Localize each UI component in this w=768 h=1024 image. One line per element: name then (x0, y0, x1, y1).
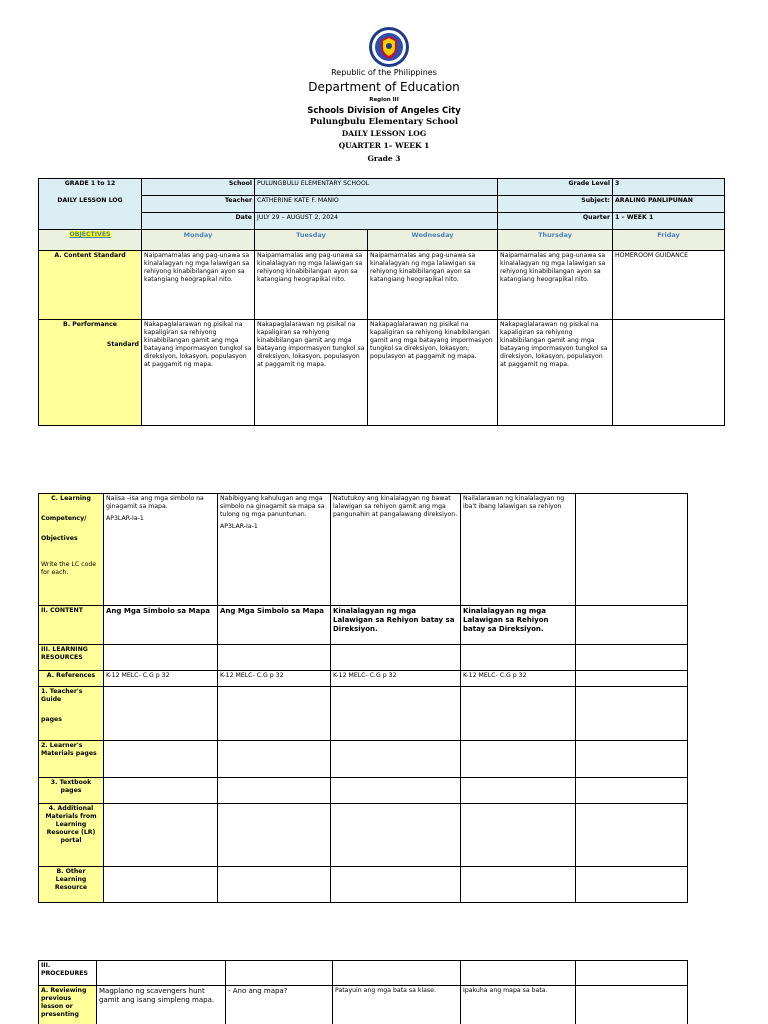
reviewing-mon: Magplano ng scavengers hunt gamit ang isang simpleng mapa. (97, 986, 226, 1024)
teachers-guide-mon (104, 687, 218, 741)
other-tue (218, 867, 331, 903)
quarter-label: Quarter (498, 213, 613, 230)
log-title: DAILY LESSON LOG (341, 129, 427, 138)
content-thu: Kinalalagyan ng mga Lalawigan sa Rehiyon batay sa Direksiyon. (461, 606, 576, 645)
reviewing-thu: Ipakuha ang mapa sa bata. (461, 986, 576, 1024)
learners-tue (218, 741, 331, 778)
teachers-guide-tue (218, 687, 331, 741)
resources-thu (461, 645, 576, 671)
other-mon (104, 867, 218, 903)
region-line: Region III (369, 97, 399, 103)
competency-thu: Nailalarawan ng kinalalagyan ng iba't ibang lalawigan sa rehiyon (461, 494, 576, 606)
textbook-wed (331, 778, 461, 804)
other-resources-label: B. Other Learning Resource (39, 867, 104, 903)
quarter-value: 1 – WEEK 1 (613, 213, 725, 230)
additional-thu (461, 804, 576, 867)
procedures-label: III. PROCEDURES (39, 961, 97, 986)
references-mon: K-12 MELC- C.G p 32 (104, 671, 218, 687)
deped-seal-icon (368, 26, 410, 68)
content-mon: Ang Mga Simbolo sa Mapa (104, 606, 218, 645)
performance-standard-fri (613, 320, 725, 426)
textbook-fri (576, 778, 688, 804)
content-label: II. CONTENT (39, 606, 104, 645)
procedures-tue (226, 961, 333, 986)
blank-info-cell (39, 213, 142, 230)
subject-value: ARALING PANLIPUNAN (613, 196, 725, 213)
procedures-thu (461, 961, 576, 986)
day-wednesday: Wednesday (368, 230, 498, 251)
textbook-mon (104, 778, 218, 804)
teachers-guide-wed (331, 687, 461, 741)
procedures-mon (97, 961, 226, 986)
teachers-guide-thu (461, 687, 576, 741)
objectives-header: OBJECTIVES (39, 230, 142, 251)
learners-materials-label: 2. Learner's Materials pages (39, 741, 104, 778)
republic-line: Republic of the Philippines (331, 68, 437, 77)
content-wed: Kinalalagyan ng mga Lalawigan sa Rehiyon batay sa Direksiyon. (331, 606, 461, 645)
resources-wed (331, 645, 461, 671)
learners-mon (104, 741, 218, 778)
day-tuesday: Tuesday (255, 230, 368, 251)
content-tue: Ang Mga Simbolo sa Mapa (218, 606, 331, 645)
reviewing-label: A. Reviewing previous lesson or presenting (39, 986, 97, 1024)
references-tue: K-12 MELC- C.G p 32 (218, 671, 331, 687)
resources-fri (576, 645, 688, 671)
content-fri (576, 606, 688, 645)
day-friday: Friday (613, 230, 725, 251)
teacher-value: CATHERINE KATE F. MANIO (255, 196, 498, 213)
division-line: Schools Division of Angeles City (307, 106, 461, 116)
reviewing-wed: Patayuin ang mga bata sa klase. (333, 986, 461, 1024)
performance-standard-wed: Nakapaglalarawan ng pisikal na kapaligiran sa rehiyong kinabibilangan gamit ang mga batayang impormasyon tungkol sa direksiyon, lokasyon, populasyon at paggamit ng mapa. (368, 320, 498, 426)
school-line: Pulungbulu Elementary School (309, 117, 459, 127)
learners-wed (331, 741, 461, 778)
content-standard-mon: Naipamamalas ang pag-unawa sa kinalalagyan ng mga lalawigan sa rehiyong kinabibilangan ayon sa katangiang heograpikal nito. (142, 251, 255, 320)
competency-fri (576, 494, 688, 606)
content-standard-tue: Naipamamalas ang pag-unawa sa kinalalagyan ng mga lalawigan sa rehiyong kinabibilangan ayon sa katangiang heograpikal nito. (255, 251, 368, 320)
procedures-fri (576, 961, 688, 986)
teachers-guide-fri (576, 687, 688, 741)
resources-tue (218, 645, 331, 671)
resources-label: III. LEARNING RESOURCES (39, 645, 104, 671)
learners-thu (461, 741, 576, 778)
date-value: JULY 29 – AUGUST 2, 2024 (255, 213, 498, 230)
performance-standard-label: B. Performance Standard (39, 320, 142, 426)
performance-standard-tue: Nakapaglalarawan ng pisikal na kapaligiran sa rehiyong kinabibilangan gamit ang mga batayang impormasyon tungkol sa direksiyon, lokasyon, populasyon at paggamit ng mapa. (255, 320, 368, 426)
log-label-cell: DAILY LESSON LOG (39, 196, 142, 213)
content-standard-wed: Naipamamalas ang pag-unawa sa kinalalagyan ng mga lalawigan sa rehiyong kinabibilangan ayon sa katangiang heograpikal nito. (368, 251, 498, 320)
competency-label: C. Learning Competency/ Objectives Write the LC code for each. (39, 494, 104, 606)
references-label: A. References (39, 671, 104, 687)
lesson-log-table-3 (38, 960, 688, 1024)
references-thu: K-12 MELC- C.G p 32 (461, 671, 576, 687)
performance-standard-mon: Nakapaglalarawan ng pisikal na kapaligiran sa rehiyong kinabibilangan gamit ang mga batayang impormasyon tungkol sa direksiyon, lokasyon, populasyon at paggamit ng mapa. (142, 320, 255, 426)
lesson-log-table-2 (38, 493, 688, 903)
grade-level-label: Grade Level (498, 179, 613, 196)
additional-fri (576, 804, 688, 867)
grade-level-value: 3 (613, 179, 725, 196)
competency-mon: Naiisa –isa ang mga simbolo na ginagamit sa mapa. AP3LAR-Ia-1 (104, 494, 218, 606)
grade-range-cell: GRADE 1 to 12 (39, 179, 142, 196)
textbook-thu (461, 778, 576, 804)
other-wed (331, 867, 461, 903)
reviewing-fri (576, 986, 688, 1024)
content-standard-thu: Naipamamalas ang pag-unawa sa kinalalagyan ng mga lalawigan sa rehiyong kinabibilangan ayon sa katangiang heograpikal nito. (498, 251, 613, 320)
textbook-label: 3. Textbook pages (39, 778, 104, 804)
procedures-wed (333, 961, 461, 986)
content-standard-fri: HOMEROOM GUIDANCE (613, 251, 725, 320)
additional-wed (331, 804, 461, 867)
quarter-week-line: QUARTER 1– WEEK 1 (338, 141, 430, 150)
teachers-guide-label: 1. Teacher's Guide pages (39, 687, 104, 741)
references-wed: K-12 MELC- C.G p 32 (331, 671, 461, 687)
other-thu (461, 867, 576, 903)
reviewing-tue: - Ano ang mapa? (226, 986, 333, 1024)
additional-mon (104, 804, 218, 867)
competency-tue: Nabibigyang kahulugan ang mga simbolo na ginagamit sa mapa sa tulong ng mga panuntunan. AP3LAR-Ia-1 (218, 494, 331, 606)
department-line: Department of Education (308, 80, 460, 94)
references-fri (576, 671, 688, 687)
resources-mon (104, 645, 218, 671)
performance-standard-thu: Nakapaglalarawan ng pisikal na kapaligiran sa rehiyong kinabibilangan gamit ang mga batayang impormasyon tungkol sa direksiyon, lokasyon, populasyon at paggamit ng mapa. (498, 320, 613, 426)
day-monday: Monday (142, 230, 255, 251)
competency-wed: Natutukoy ang kinalalagyan ng bawat lalawigan sa rehiyon gamit ang mga pangunahin at pangalawang direksiyon. (331, 494, 461, 606)
textbook-tue (218, 778, 331, 804)
school-value: PULUNGBULU ELEMENTARY SCHOOL (255, 179, 498, 196)
additional-materials-label: 4. Additional Materials from Learning Resource (LR) portal (39, 804, 104, 867)
school-label: School (142, 179, 255, 196)
additional-tue (218, 804, 331, 867)
other-fri (576, 867, 688, 903)
content-standard-label: A. Content Standard (39, 251, 142, 320)
day-thursday: Thursday (498, 230, 613, 251)
subject-label: Subject: (498, 196, 613, 213)
teacher-label: Teacher (142, 196, 255, 213)
date-label: Date (142, 213, 255, 230)
learners-fri (576, 741, 688, 778)
lesson-log-table-1 (38, 178, 725, 426)
grade-line: Grade 3 (367, 154, 401, 163)
